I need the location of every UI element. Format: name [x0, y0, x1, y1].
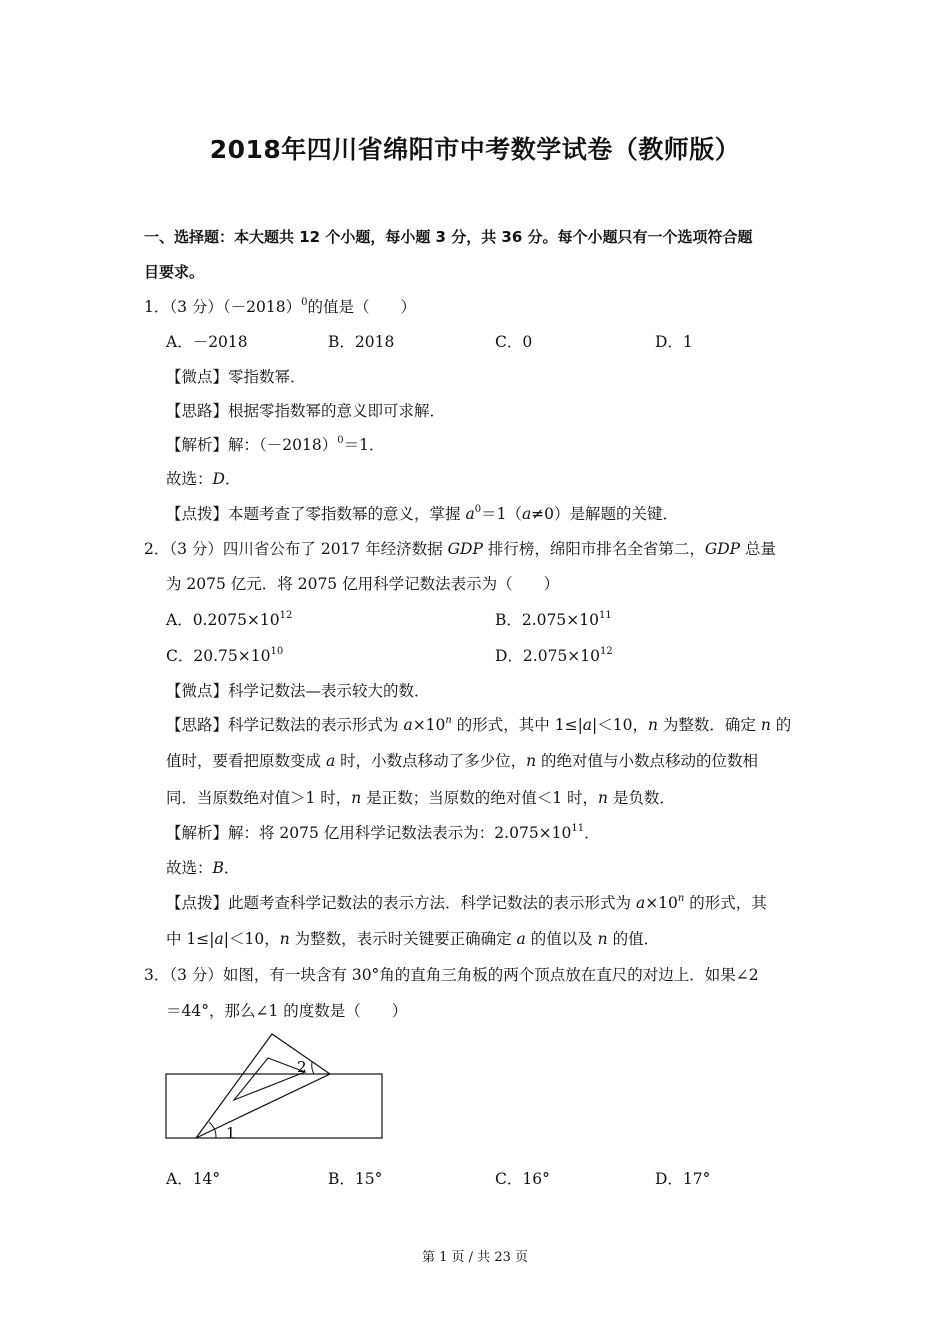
q2-dianbo-l2-c: 为整数，表示时关键要正确确定: [289, 930, 517, 948]
section-heading-line-2: 目要求。: [144, 263, 205, 281]
q2-silu-l1-c: 的形式，其中 1≤|: [451, 716, 583, 734]
q2-dianbo-l2-var: a: [214, 930, 224, 948]
q1-guxuan-answer: D: [212, 470, 225, 488]
q1-guxuan-end: ．: [224, 470, 241, 488]
q1-dianbo-suffix: ≠0）是解题的关键．: [531, 505, 679, 523]
q2-dianbo-l1-sup: n: [677, 893, 685, 904]
q3-option-c: C．16°: [495, 1170, 550, 1188]
q2-option-a-text: A．0.2075×10: [166, 611, 280, 629]
q1-silu: 【思路】根据零指数幂的意义即可求解．: [166, 402, 446, 420]
q2-option-d-text: D．2.075×10: [495, 647, 601, 665]
q2-silu-l3-c: 是负数．: [607, 789, 675, 807]
q2-option-b-text: B．2.075×10: [495, 611, 599, 629]
q1-dianbo-mid: ＝1（: [481, 505, 522, 523]
q3-option-a: A．14°: [166, 1170, 221, 1188]
q2-silu-l1-var4: n: [760, 716, 771, 734]
q2-dianbo-l1-c: 的形式，其: [684, 894, 767, 912]
q2-stem-line-1: [144, 539, 776, 559]
q2-option-c-sup: 10: [270, 646, 284, 657]
q2-jiexi-suffix: ．: [584, 824, 600, 842]
q1-guxuan-label: 故选：: [166, 470, 213, 488]
q2-option-b: [495, 610, 612, 630]
q1-option-d: D．1: [655, 333, 693, 351]
q1-dianbo-prefix: 【点拨】本题考查了零指数幂的意义，掌握: [166, 505, 466, 523]
section-heading-line-1: 一、选择题：本大题共 12 个小题，每小题 3 分，共 36 分。每个小题只有一个选项符合题: [144, 228, 753, 246]
angle-1-label: 1: [226, 1124, 236, 1142]
triangle-inner: [234, 1058, 305, 1100]
q3-option-d: D．17°: [655, 1170, 711, 1188]
q2-dianbo-l1-b: ×10: [645, 894, 678, 912]
q1-stem-prefix: 1．（3 分）（－2018）: [144, 298, 302, 316]
q2-dianbo-l2-a: 中 1≤|: [166, 930, 215, 948]
q1-option-b: B．2018: [328, 333, 395, 351]
q2-silu-l1-var3: n: [648, 716, 658, 734]
q2-silu-l3-a: 同．当原数绝对值＞1 时，: [166, 789, 352, 807]
q2-stem-l1-c: 总量: [740, 540, 777, 558]
q2-guxuan: [166, 858, 239, 878]
q2-dianbo-l1-var: a: [635, 894, 646, 912]
q2-silu-l1-b: ×10: [412, 716, 446, 734]
q1-dianbo-var: a: [465, 505, 475, 523]
q2-option-b-sup: 11: [598, 610, 612, 621]
q2-option-c-text: C．20.75×10: [166, 647, 271, 665]
q2-silu-l1-e: 为整数．确定: [657, 716, 761, 734]
q2-guxuan-answer: B: [212, 859, 224, 877]
q1-jiexi-prefix: 【解析】解：（－2018）: [166, 436, 338, 454]
q2-option-d: [495, 646, 613, 666]
q1-jiexi-sup: 0: [337, 435, 344, 446]
q2-silu-l2-c: 的绝对值与小数点移动的位数相: [536, 752, 759, 770]
q3-option-b: B．15°: [328, 1170, 383, 1188]
q1-jiexi: [166, 435, 384, 455]
q2-weidian: 【微点】科学记数法—表示较大的数．: [166, 682, 430, 700]
q2-silu-l3-b: 是正数；当原数的绝对值＜1 时，: [361, 789, 598, 807]
q2-silu-l1-f: 的: [770, 716, 792, 734]
q2-silu-l2-var2: n: [526, 752, 537, 770]
q2-silu-l1-a: 【思路】科学记数法的表示形式为: [166, 716, 404, 734]
q2-jiexi-prefix: 【解析】解：将 2075 亿用科学记数法表示为：2.075×10: [166, 824, 572, 842]
page-title: 2018年四川省绵阳市中考数学试卷（教师版）: [209, 135, 741, 164]
q1-dianbo-sup: 0: [474, 504, 482, 515]
q2-silu-l3-var: n: [351, 789, 362, 807]
q2-silu-l3-var2: n: [598, 789, 608, 807]
q2-stem-gdp2: GDP: [704, 540, 741, 558]
q2-dianbo-l2-e: 的值．: [607, 930, 660, 948]
q2-stem-l1-b: 排行榜，绵阳市排名全省第二，: [482, 540, 705, 558]
q2-silu-l1-sup: n: [445, 715, 452, 726]
q3-figure-ruler-triangle: [160, 1028, 390, 1148]
q2-option-a: [166, 610, 292, 630]
q2-silu-l1-d: |＜10，: [592, 716, 648, 734]
q2-stem-line-2: 为 2075 亿元．将 2075 亿用科学记数法表示为（ ）: [166, 575, 560, 593]
q2-silu-l2-var: a: [325, 752, 336, 770]
q2-dianbo-l1-a: 【点拨】此题考查科学记数法的表示方法．科学记数法的表示形式为: [166, 894, 636, 912]
q1-stem: [144, 297, 416, 317]
q1-weidian: 【微点】零指数幂．: [166, 368, 306, 386]
angle-2-arc: [312, 1062, 314, 1074]
q2-guxuan-end: ．: [223, 859, 240, 877]
q2-dianbo-l2-var4: n: [597, 930, 608, 948]
q1-option-c: C．0: [495, 333, 533, 351]
q2-silu-l2-a: 值时，要看把原数变成: [166, 752, 326, 770]
q2-dianbo-line-1: [166, 893, 767, 913]
q2-jiexi: [166, 823, 600, 843]
q2-option-a-sup: 12: [279, 610, 293, 621]
q2-silu-l1-var2: a: [582, 716, 593, 734]
q2-guxuan-label: 故选：: [166, 859, 213, 877]
q2-stem-gdp: GDP: [447, 540, 483, 558]
q1-dianbo-var2: a: [521, 505, 532, 523]
q2-dianbo-line-2: [166, 929, 659, 949]
q1-option-a: A．－2018: [166, 333, 248, 351]
angle-2-label: 2: [297, 1058, 307, 1076]
q1-stem-suffix: 的值是（ ）: [307, 298, 416, 316]
q3-stem-line-2: ＝44°，那么∠1 的度数是（ ）: [166, 1002, 408, 1020]
q1-jiexi-suffix: ＝1．: [343, 436, 385, 454]
q2-dianbo-l2-var2: n: [279, 930, 290, 948]
q1-dianbo: [166, 504, 678, 524]
q2-silu-l1-var: a: [403, 716, 413, 734]
ruler: [166, 1074, 382, 1138]
q2-silu-l2-b: 时，小数点移动了多少位，: [335, 752, 527, 770]
q2-jiexi-sup: 11: [571, 823, 585, 834]
q3-stem-line-1: 3．（3 分）如图，有一块含有 30°角的直角三角板的两个顶点放在直尺的对边上．如果∠2: [144, 966, 759, 984]
triangle-outer: [196, 1034, 330, 1138]
q2-dianbo-l2-d: 的值以及: [525, 930, 598, 948]
q2-dianbo-l2-var3: a: [516, 930, 526, 948]
q2-silu-line-1: [166, 715, 791, 735]
q2-silu-line-3: [166, 788, 675, 808]
q1-guxuan: [166, 469, 240, 489]
q1-stem-sup: 0: [301, 297, 308, 308]
q2-stem-l1-a: 2．（3 分）四川省公布了 2017 年经济数据: [144, 540, 448, 558]
q2-option-d-sup: 12: [600, 646, 613, 657]
page-footer: 第 1 页 / 共 23 页: [422, 1250, 528, 1265]
q2-option-c: [166, 646, 283, 666]
q2-silu-line-2: [166, 751, 758, 771]
q2-dianbo-l2-b: |＜10，: [223, 930, 280, 948]
